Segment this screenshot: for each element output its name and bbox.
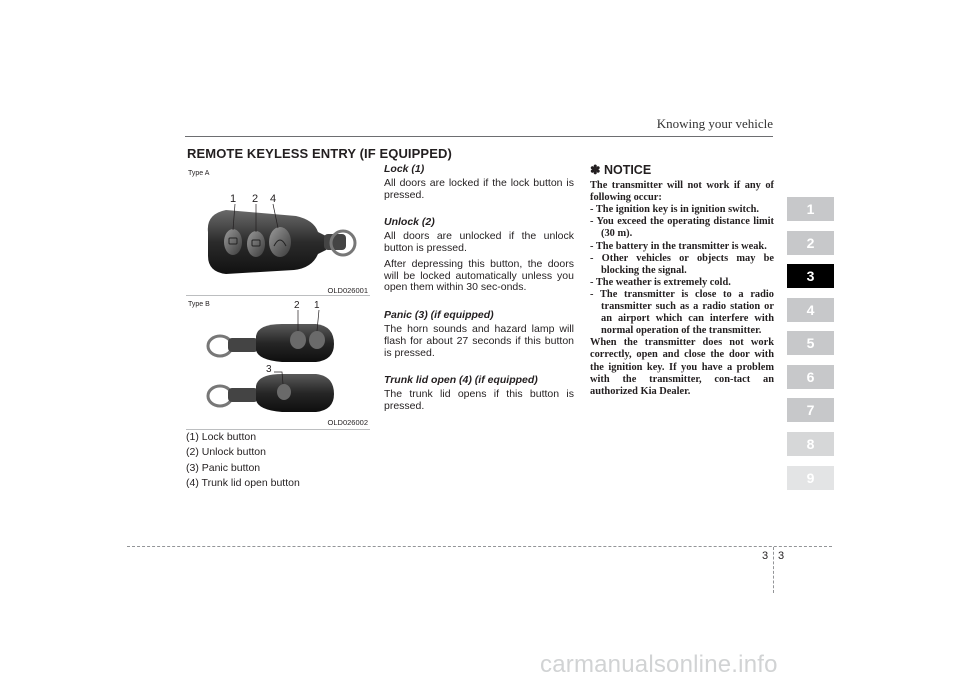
callout-2: 2 [252, 193, 259, 205]
figure-type-a [186, 166, 370, 296]
chapter-tab-7[interactable]: 7 [787, 398, 834, 422]
chapter-tab-6[interactable]: 6 [787, 365, 834, 389]
button-descriptions [384, 164, 574, 417]
unlock-heading: Unlock (2) [384, 216, 435, 229]
lock-heading: Lock (1) [384, 163, 425, 175]
figure-b-code: OLD026002 [327, 418, 368, 427]
panic-text: The horn sounds and hazard lamp will flash for about 27 seconds if this button is pressed. [384, 322, 574, 359]
notice-item: - The ignition key is in ignition switch. [590, 204, 759, 216]
caption-item: (4) Trunk lid open button [186, 476, 300, 489]
notice-title: ✽ NOTICE [590, 163, 652, 177]
chapter-tab-2[interactable]: 2 [787, 231, 834, 255]
figure-a-code: OLD026001 [327, 286, 368, 295]
notice-item: - The weather is extremely cold. [590, 276, 731, 288]
page-chapter-number: 3 [762, 550, 769, 562]
trunk-text: The trunk lid opens if this button is pressed. [384, 388, 574, 412]
callout-3: 3 [266, 364, 272, 375]
footer-rule [127, 546, 832, 547]
caption-item: (3) Panic button [186, 461, 261, 474]
chapter-tab-9[interactable]: 9 [787, 466, 834, 490]
notice-item: - The transmitter is close to a radio transmitter such as a radio station or an airport which can interfere with normal operation of the transmitter. [590, 288, 774, 337]
callout-1: 1 [314, 300, 320, 311]
panic-heading: Panic (3) (if equipped) [384, 309, 494, 322]
button-captions [186, 430, 376, 491]
trunk-heading: Trunk lid open (4) (if equipped) [384, 374, 538, 387]
callout-2: 2 [294, 300, 300, 311]
chapter-tab-3[interactable]: 3 [787, 264, 834, 288]
chapter-tab-4[interactable]: 4 [787, 298, 834, 322]
lock-text: All doors are locked if the lock button is pressed. [384, 176, 574, 201]
notice-outro: When the transmitter does not work correctly, open and close the door with the ignition key. If you have a problem with the transmitter, con-tact an authorized Kia Dealer. [590, 337, 774, 397]
chapter-tab-1[interactable]: 1 [787, 197, 834, 221]
chapter-tab-8[interactable]: 8 [787, 432, 834, 456]
figure-b-type-label: Type B [188, 301, 210, 308]
footer-divider [773, 547, 774, 593]
figure-a-type-label: Type A [188, 170, 210, 177]
notice-intro: The transmitter will not work if any of following occur: [590, 180, 774, 204]
key-fob-type-a-illustration [186, 166, 370, 295]
figure-type-b [186, 298, 370, 430]
notice-box [590, 164, 774, 398]
caption-item: (1) Lock button [186, 431, 257, 443]
unlock-text: All doors are unlocked if the unlock button is pressed. [384, 230, 574, 254]
callout-4: 4 [270, 193, 277, 205]
watermark: carmanualsonline.info [540, 651, 778, 678]
unlock-text-2: After depressing this button, the doors will be locked automatically unless you open them within 30 sec-onds. [384, 257, 574, 294]
header-rule [185, 136, 773, 137]
chapter-tab-5[interactable]: 5 [787, 331, 834, 355]
caption-item: (2) Unlock button [186, 446, 266, 459]
notice-item: - The battery in the transmitter is weak. [590, 240, 767, 252]
notice-item: - Other vehicles or objects may be blocking the signal. [590, 252, 774, 276]
section-title: REMOTE KEYLESS ENTRY (IF EQUIPPED) [187, 146, 452, 161]
running-header: Knowing your vehicle [656, 116, 773, 131]
key-fob-type-b-illustration [186, 298, 370, 429]
callout-1: 1 [230, 193, 237, 205]
notice-list [590, 204, 774, 337]
page-number: 3 [778, 550, 785, 562]
notice-item: - You exceed the operating distance limit (30 m). [590, 216, 774, 240]
